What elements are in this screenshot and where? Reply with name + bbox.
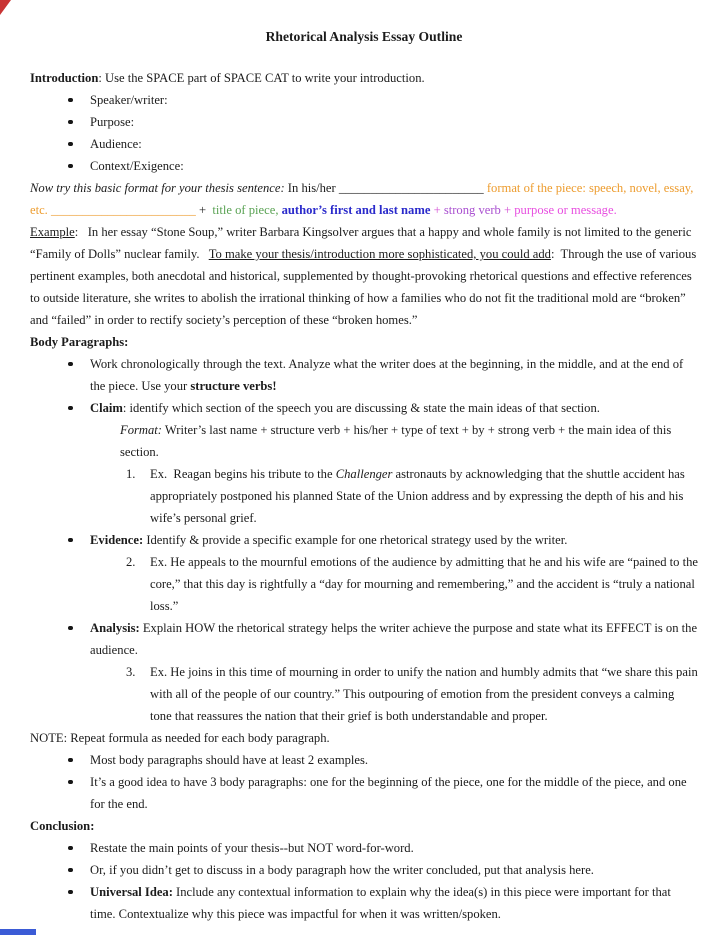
text-run: Claim	[90, 401, 123, 415]
corner-red-mark	[0, 0, 11, 15]
body-paragraphs-heading	[30, 331, 698, 353]
text-run: Analysis:	[90, 621, 140, 635]
text-run: Format:	[120, 423, 162, 437]
text-run: +	[195, 203, 213, 217]
bullet-analysis	[30, 617, 701, 661]
text-run: Evidence:	[90, 533, 144, 547]
bullet-icon	[68, 868, 73, 873]
numbered-example-3	[30, 661, 701, 727]
bullet-icon	[68, 890, 73, 895]
text-run: structure verbs!	[190, 379, 277, 393]
text-run: Ex. Reagan begins his tribute to the	[150, 467, 336, 481]
text-run: Universal Idea:	[90, 885, 173, 899]
claim-format-line	[30, 419, 698, 463]
note-line	[30, 727, 698, 749]
intro-line	[30, 67, 698, 89]
text-run: Ex. He appeals to the mournful emotions of the audience by admitting that he and his wife are “pained to the core,” that this day is rightfully a “day for mourning and remembering,” and the accident is “truly a national loss.”	[150, 555, 702, 613]
text-run: Identify & provide a specific example for one rhetorical strategy used by the writer.	[143, 533, 568, 547]
text-run: author’s first and last name	[281, 203, 431, 217]
text-run: Conclusion:	[30, 819, 95, 833]
text-run: +	[500, 203, 515, 217]
conclusion-heading	[30, 815, 698, 837]
text-run: astronauts by acknowledging that the shuttle accident has appropriately postponed his planned State of the Union address and by expressing the depth of his and his wife’s personal grief.	[150, 467, 688, 525]
text-run: : Use the SPACE part of SPACE CAT to write your introduction.	[98, 71, 425, 85]
bullet-audience	[30, 133, 698, 155]
text-run: : In her essay “Stone Soup,” writer Barbara Kingsolver argues that a happy and whole family is not limited to the generic “Family of Dolls” nuclear family.	[30, 225, 695, 261]
bullet-icon	[68, 846, 73, 851]
text-run: Explain HOW the rhetorical strategy helps the writer achieve the purpose and state what its EFFECT is on the audience.	[90, 621, 701, 657]
text-run: Now try this basic format for your thesis sentence:	[30, 181, 285, 195]
bullet-icon	[68, 626, 73, 631]
text-run: strong verb	[443, 203, 501, 217]
example-paragraph	[30, 221, 698, 331]
text-run: Most body paragraphs should have at least 2 examples.	[90, 753, 369, 767]
bullet-universal-idea	[30, 881, 698, 925]
text-run: Body Paragraphs:	[30, 335, 129, 349]
number-label: 3.	[126, 665, 136, 679]
text-run: Restate the main points of your thesis--but NOT word-for-word.	[90, 841, 414, 855]
bullet-or-concluded	[30, 859, 698, 881]
text-run: Example	[30, 225, 75, 239]
bullet-context	[30, 155, 698, 177]
text-run: To make your thesis/introduction more sophisticated, you could add	[208, 247, 551, 261]
bottom-blue-mark	[0, 929, 36, 935]
text-run: Challenger	[335, 467, 393, 481]
text-run: +	[430, 203, 444, 217]
text-run: format of the piece: speech, novel, essay, etc.	[30, 181, 697, 217]
bullet-claim	[30, 397, 698, 419]
text-run: It’s a good idea to have 3 body paragraphs: one for the beginning of the piece, one for the middle of the piece, and one for the end.	[90, 775, 690, 811]
bullet-work-chronologically	[30, 353, 698, 397]
document-blocks	[30, 67, 702, 925]
bullet-icon	[68, 98, 73, 103]
text-run: purpose or message.	[514, 203, 617, 217]
text-run: Work chronologically through the text. Analyze what the writer does at the beginning, in the middle, and at the end of the piece. Use your	[90, 357, 687, 393]
bullet-icon	[68, 362, 73, 367]
text-run: Or, if you didn’t get to discuss in a body paragraph how the writer concluded, put that analysis here.	[90, 863, 594, 877]
bullet-icon	[68, 142, 73, 147]
bullet-icon	[68, 164, 73, 169]
text-run: In his/her _______________________	[284, 181, 487, 195]
bullet-icon	[68, 538, 73, 543]
text-run: Writer’s last name + structure verb + his/her + type of text + by + strong verb + the main idea of this section.	[120, 423, 675, 459]
text-run: title of piece,	[212, 203, 282, 217]
text-run: Audience:	[90, 137, 142, 151]
bullet-two-examples	[30, 749, 698, 771]
bullet-icon	[68, 758, 73, 763]
text-run: _______________________	[50, 203, 196, 217]
thesis-format-line	[30, 177, 698, 221]
bullet-speaker	[30, 89, 698, 111]
bullet-icon	[68, 120, 73, 125]
text-run: Ex. He joins in this time of mourning in order to unify the nation and humbly admits that “we share this pain with all of the people of our country.” This outpouring of emotion from the president conveys a calming tone that reassures the nation that their grief is both understandable and proper.	[150, 665, 701, 723]
text-run: : Through the use of various pertinent examples, both anecdotal and historical, supplemented by thought-provoking rhetorical questions and effective references to outside literature, she writes to abolish the irrational thinking of how a families who do not fit the traditional mold are “broken” and “failed” in order to rectify society’s perception of these “broken homes.”	[30, 247, 700, 327]
text-run: Include any contextual information to explain why the idea(s) in this piece were important for that time. Contextualize why this piece was impactful for when it was written/spoken.	[90, 885, 675, 921]
bullet-purpose	[30, 111, 698, 133]
text-run: Speaker/writer:	[90, 93, 168, 107]
number-label: 2.	[126, 555, 136, 569]
number-label: 1.	[126, 467, 136, 481]
bullet-three-paragraphs	[30, 771, 698, 815]
bullet-icon	[68, 406, 73, 411]
numbered-example-2	[30, 551, 702, 617]
text-run: Purpose:	[90, 115, 135, 129]
text-run: NOTE: Repeat formula as needed for each body paragraph.	[30, 731, 330, 745]
text-run: : identify which section of the speech you are discussing & state the main ideas of that section.	[122, 401, 600, 415]
bullet-evidence	[30, 529, 698, 551]
bullet-restate	[30, 837, 698, 859]
document-title: Rhetorical Analysis Essay Outline	[265, 29, 463, 44]
numbered-example-1	[30, 463, 698, 529]
bullet-icon	[68, 780, 73, 785]
text-run: Introduction	[30, 71, 99, 85]
text-run: Context/Exigence:	[90, 159, 184, 173]
